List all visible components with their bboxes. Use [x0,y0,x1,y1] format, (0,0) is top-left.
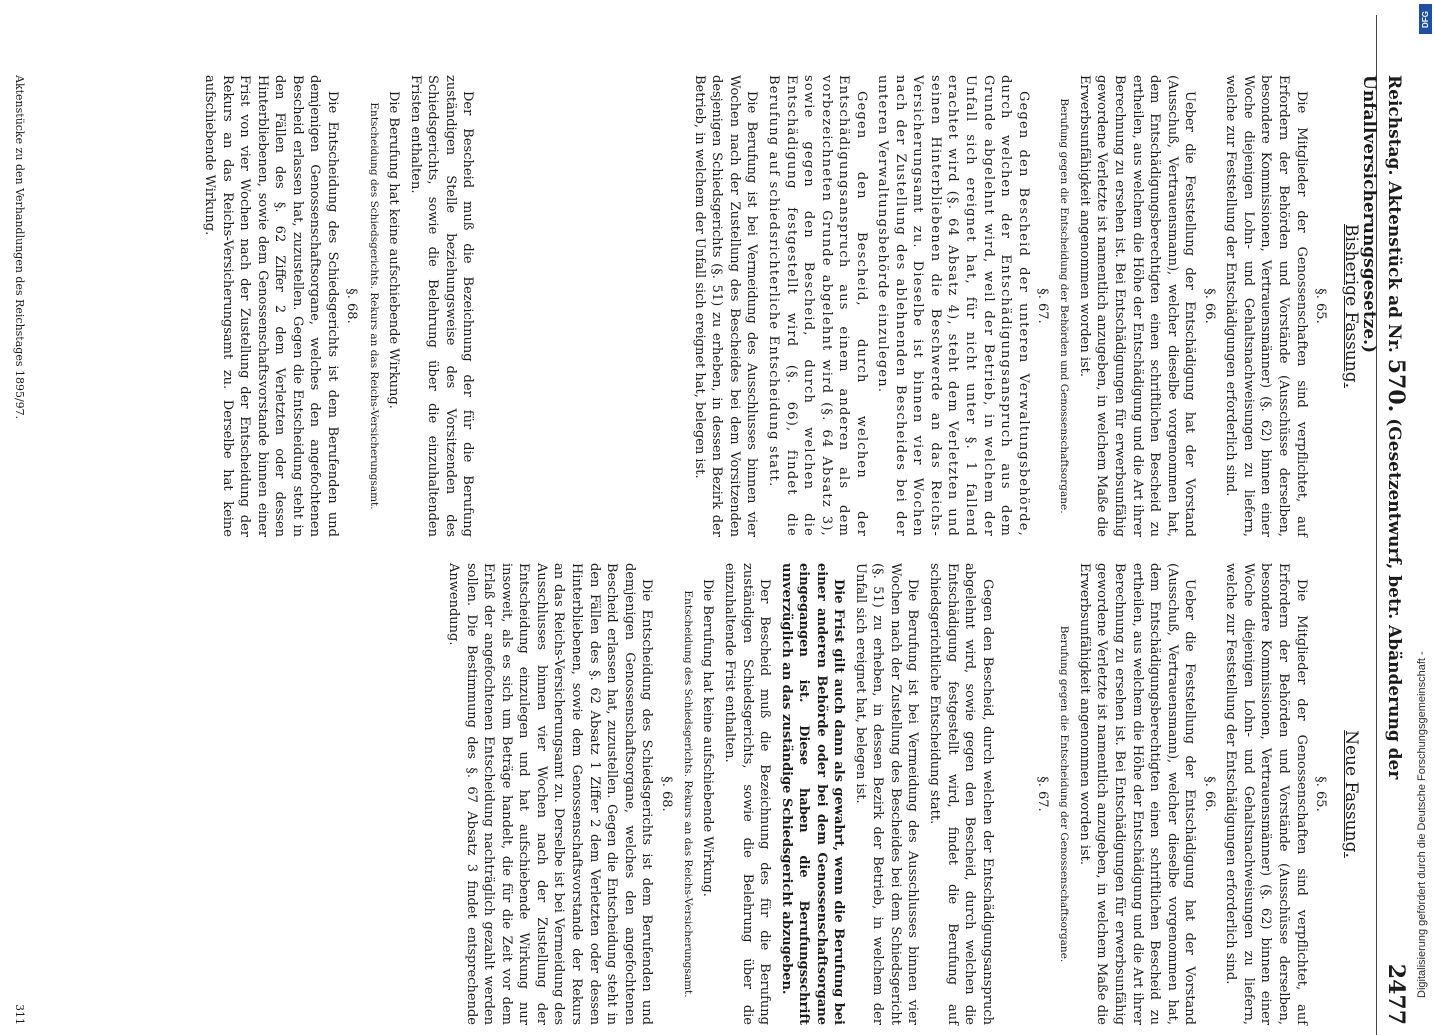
page-footer [11,75,26,1025]
header-number: 570. [1383,358,1409,413]
spacer [476,75,686,537]
spacer [996,563,1032,1025]
page-header [1359,15,1410,1035]
column-title-old: Bisherige Fassung. [1341,224,1361,388]
section-65-text: Die Mitglieder der Genossenschaften sind verpflichtet, auf Erfordern der Behörden und Vorstände (Ausschüsse derselben, besondere Kommissionen, Vertrauensmänner) (§. 62) binnen einer Woche diejenigen Lohn- und Gehaltsnachweisungen zu liefern, welche zur Feststellung der Entschädigungen erforderlich sind. [1223,75,1309,537]
section-67-text-a: Gegen den Bescheid der unteren Verwaltungsbehörde, durch welchen der Entschädigungsanspruch aus dem Grunde abgelehnt wird, weil der Betrieb, in welchem der Unfall sich ereignet hat, für nicht unter §. 1 fallend erachtet wird (§. 64 Absatz 4), steht dem Verletzten und seinen Hinterbliebenen die Beschwerde an das Reichs-Versicherungsamt zu. Dieselbe ist binnen vier Wochen nach der Zustellung des ablehnenden Bescheides bei der unteren Verwaltungsbehörde einzulegen. [875,75,1031,537]
header-subtitle: (Gesetzentwurf, betr. Abänderung der Unfallversicherungsgesetze.) [1359,75,1404,780]
section-67-heading: §. 67. [1035,288,1051,324]
section-67-heading: §. 67. [1035,776,1051,812]
dfg-logo [1419,4,1432,34]
section-67-text-e: Die Berufung hat keine aufschiebende Wirkung. [386,91,402,409]
section-67-sidenote: Entscheidung des Schiedsgerichts. Rekurs an das Reichs-Versicherungsamt. [367,102,380,510]
section-67-text-b: Gegen den Bescheid, durch welchen der Entschädigungsanspruch aus einem anderen als dem vorbezeichneten Grunde abgelehnt wird (§. 64 Absatz 3), sowie gegen den Bescheid, durch welchen die Entschädigung festgestellt wird (§. 66), findet die Berufung auf schiedsrichterliche Entscheidung statt. [766,75,869,537]
section-68-text: Die Entscheidung des Schiedsgerichts ist dem Berufenden und demjenigen Genossenschaftsorgane, welches den angefochtenen Bescheid erlassen hat, zuzustellen. Gegen die Entscheidung steht in den Fällen des §. 62 Absatz 1 Ziffer 2 dem Verletzten oder dessen Hinterbliebenen, sowie dem Genossenschaftsvorstande der Rekurs an das Reichs-Versicherungsamt zu. Derselbe ist bei Vermeidung des Ausschlusses binnen vier Wochen nach der Zustellung der Entscheidung einzulegen und hat aufschiebende Wirkung nur insoweit, als es sich um Beträge handelt, die für die Zeit vor dem Erlaß der angefochtenen Entscheidung nachträglich gezahlt werden sollen. Die Bestimmung des §. 67 Absatz 3 findet entsprechende Anwendung. [446,563,655,1025]
section-68-heading: §. 68. [344,288,360,324]
section-66-sidenote: Berufung gegen die Entscheidung der Behörden und Genossenschaftsorgane. [1058,98,1071,514]
section-67-text-d: Der Bescheid muß die Bezeichnung des für die Berufung zuständigen Schiedsgerichts, sowie die Belehrung über die einzuhaltende Frist enthalten. [722,563,773,1025]
section-66-heading: §. 66. [1201,776,1217,812]
section-66-heading: §. 66. [1201,288,1217,324]
section-66-sidenote: Berufung gegen die Entscheidung der Genossenschaftsorgane. [1058,625,1071,963]
section-65-heading: §. 65. [1313,776,1329,812]
section-67-text-e: Die Berufung hat keine aufschiebende Wirkung. [700,579,716,897]
section-65-heading: §. 65. [1313,288,1329,324]
two-column-body [196,15,1376,1035]
footer-source: Aktenstücke zu den Verhandlungen des Reichstages 1895/97. [12,75,26,420]
digitization-note: Digitalisierung gefördert durch die Deutsche Forschungsgemeinschaft - [1416,651,1428,998]
section-67-text-c: Die Berufung ist bei Vermeidung des Ausschlusses binnen vier Wochen nach der Zustellung des Bescheides bei dem Schiedsgericht (§. 51) zu erheben, in dessen Bezirk der Betrieb, in welchem der Unfall sich ereignet hat, belegen ist. [852,563,921,1025]
page-number: 2477 [1383,963,1409,1025]
column-new-version [196,563,1368,1025]
section-65-text: Die Mitglieder der Genossenschaften sind verpflichtet, auf Erfordern der Behörden und Vorstände (Ausschüsse derselben, besondere Kommissionen, Vertrauensmänner) (§. 62) binnen einer Woche diejenigen Lohn- und Gehaltsnachweisungen zu liefern, welche zur Feststellung der Entschädigungen erforderlich sind. [1223,563,1309,1025]
section-67-text-b: Gegen den Bescheid, durch welchen der Entschädigungsanspruch abgelehnt wird, sowie gegen den Bescheid, durch welchen die Entschädigung festgestellt wird, findet die Berufung auf schiedsgerichtliche Entscheidung statt. [927,563,995,1025]
section-67-text-c: Die Berufung ist bei Vermeidung des Ausschlusses binnen vier Wochen nach der Zustellung des Bescheides bei dem Vorsitzenden desjenigen Schiedsgerichts (§. 51) zu erheben, in dessen Bezirk der Betrieb, in welchem der Unfall sich ereignet hat, belegen ist. [691,75,760,537]
section-66-text: Ueber die Feststellung der Entschädigung hat der Vorstand (Ausschuß, Vertrauensmann), welcher dieselbe vorgenommen hat, dem Entschädigungsberechtigten einen schriftlichen Bescheid zu ertheilen, aus welchem die Höhe der Entschädigung und die Art ihrer Berechnung zu ersehen ist. Bei Entschädigungen für erwerbsunfähig gewordene Verletzte ist namentlich anzugeben, in welchem Maße die Erwerbsunfähigkeit angenommen worden ist. [1076,75,1198,537]
section-67-sidenote: Entscheidung des Schiedsgerichts. Rekurs an das Reichs-Versicherungsamt. [681,590,694,998]
section-67-text-c2: Die Frist gilt auch dann als gewahrt, wenn die Berufung bei einer anderen Behörde oder bei dem Genossenschaftsorgane eingegangen ist. Diese haben die Berufungsschrift unverzüglich an das zuständige Schiedsgericht abzugeben. [778,563,847,1025]
column-old-version [196,75,1368,537]
footer-page-number: 311 [12,1004,26,1025]
header-left: Reichstag. Aktenstück ad Nr. [1384,75,1404,353]
section-66-text: Ueber die Feststellung der Entschädigung hat der Vorstand (Ausschuß, Vertrauensmann), welcher dieselbe vorgenommen hat, dem Entschädigungsberechtigten einen schriftlichen Bescheid zu ertheilen, aus welchem die Höhe der Entschädigung und die Art ihrer Berechnung zu ersehen ist. Bei Entschädigungen für erwerbsunfähig gewordene Verletzte ist namentlich anzugeben, in welchem Maße die Erwerbsunfähigkeit angenommen worden ist. [1076,563,1198,1025]
section-68-heading: §. 68. [658,776,674,812]
column-title-new: Neue Fassung. [1341,730,1361,858]
dfg-logo-text: DFG [1421,10,1431,28]
section-68-text: Die Entscheidung des Schiedsgerichts ist dem Berufenden und demjenigen Genossenschaftsorgane, welches den angefochtenen Bescheid erlassen hat, zuzustellen. Gegen die Entscheidung steht in den Fällen des §. 62 Ziffer 2 dem Verletzten oder dessen Hinterbliebenen, sowie dem Genossenschaftsvorstande binnen einer Frist von vier Wochen nach der Zustellung der Entscheidung der Rekurs an das Reichs-Versicherungsamt zu. Derselbe hat keine aufschiebende Wirkung. [202,75,340,537]
rotated-document [12,15,1410,1035]
section-67-text-d: Der Bescheid muß die Bezeichnung der für die Berufung zuständigen Stelle beziehungsweise des Vorsitzenden des Schiedsgerichts, sowie die Belehrung über die einzuhaltenden Fristen enthalten. [407,75,476,537]
